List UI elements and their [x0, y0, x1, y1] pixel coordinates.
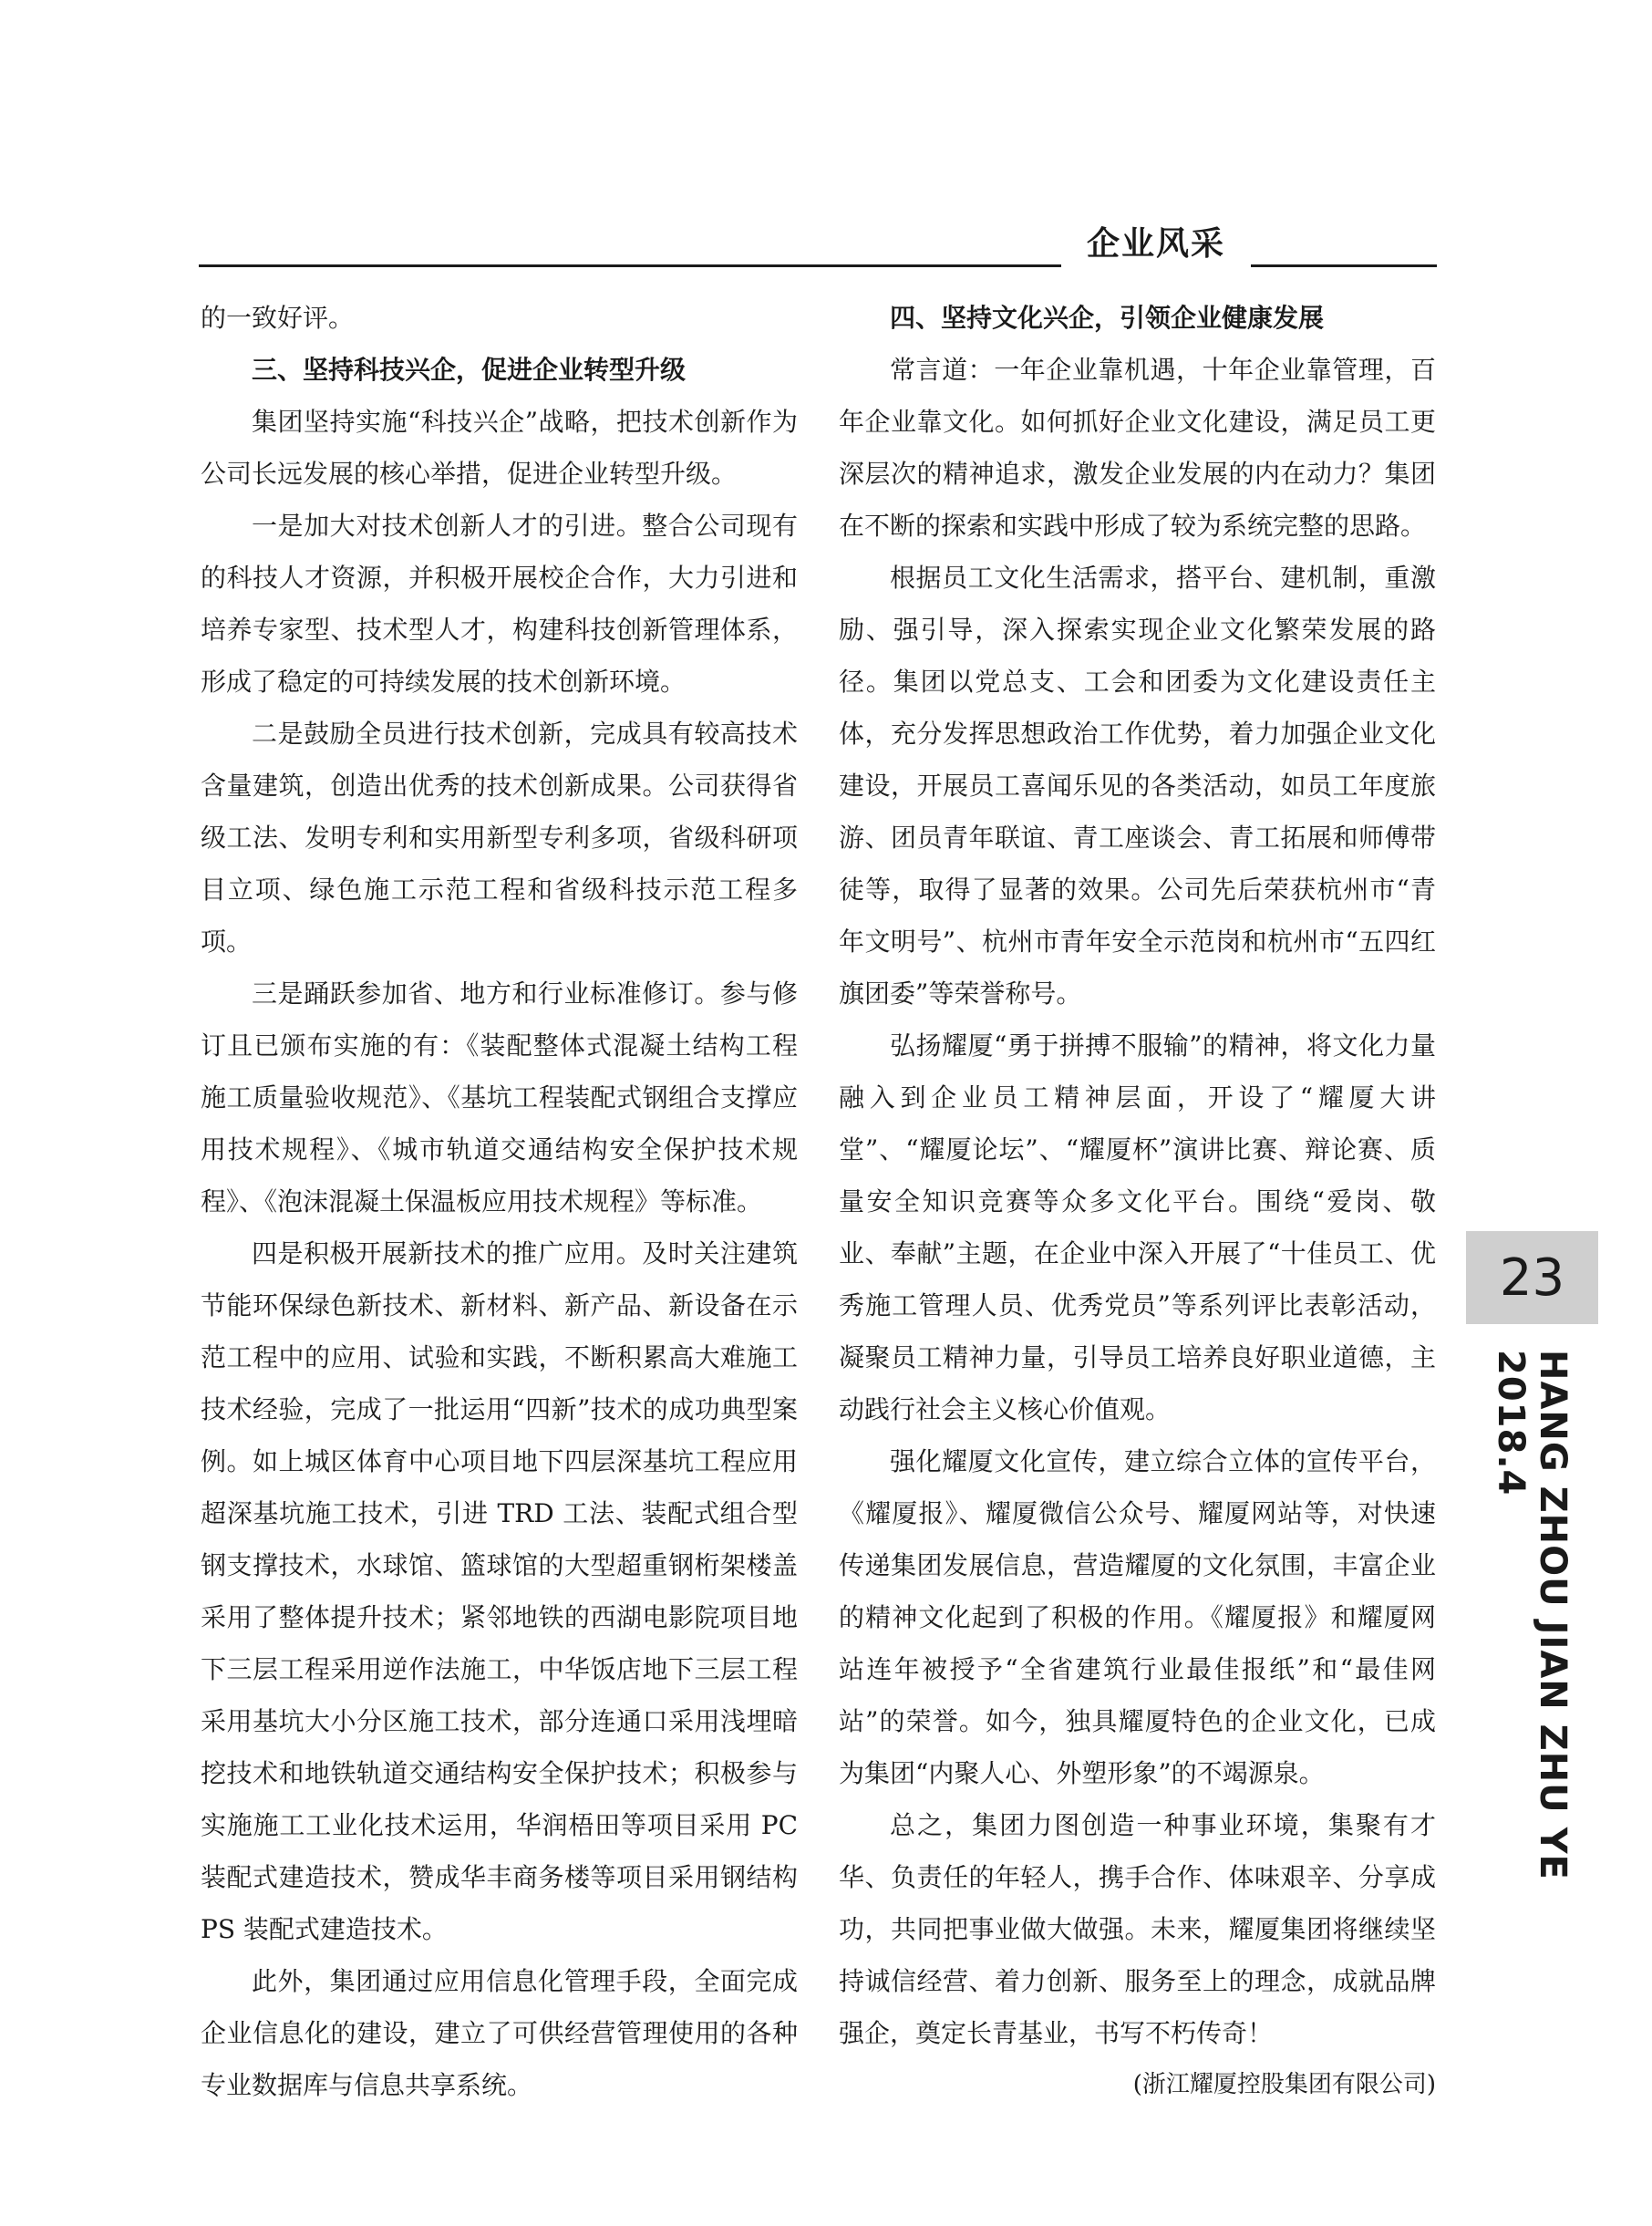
paragraph: 的一致好评。	[201, 303, 355, 333]
section-title: 企业风采	[1086, 225, 1225, 263]
page-number-tab	[1466, 1231, 1598, 1324]
magazine-side-label: HANG ZHOU JIAN ZHU YE 2018.4	[1490, 1350, 1574, 1880]
paragraph: 三是踊跃参加省、地方和行业标准修订。参与修订且已颁布实施的有：《装配整体式混凝土结构工程施工质量验收规范》、《基坑工程装配式钢组合支撑应用技术规程》、《城市轨道交通结构安全保护技术规程》、《泡沫混凝土保温板应用技术规程》等标准。	[201, 978, 798, 1217]
header-rule-left	[199, 264, 1061, 267]
paragraph: 根据员工文化生活需求，搭平台、建机制，重激励、强引导，深入探索实现企业文化繁荣发展的路径。集团以党总支、工会和团委为文化建设责任主体，充分发挥思想政治工作优势，着力加强企业文化建设，开展员工喜闻乐见的各类活动，如员工年度旅游、团员青年联谊、青工座谈会、青工拓展和师傅带徒等，取得了显著的效果。公司先后荣获杭州市“青年文明号”、杭州市青年安全示范岗和杭州市“五四红旗团委”等荣誉称号。	[839, 563, 1436, 1009]
article-source: (浙江耀厦控股集团有限公司)	[1132, 2071, 1436, 2098]
paragraph: 二是鼓励全员进行技术创新，完成具有较高技术含量建筑，创造出优秀的技术创新成果。公司获得省级工法、发明专利和实用新型专利多项，省级科研项目立项、绿色施工示范工程和省级科技示范工程多项。	[201, 719, 798, 957]
paragraph: 强化耀厦文化宣传，建立综合立体的宣传平台，《耀厦报》、耀厦微信公众号、耀厦网站等，对快速传递集团发展信息，营造耀厦的文化氛围，丰富企业的精神文化起到了积极的作用。《耀厦报》和耀厦网站连年被授予“全省建筑行业最佳报纸”和“最佳网站”的荣誉。如今，独具耀厦特色的企业文化，已成为集团“内聚人心、外塑形象”的不竭源泉。	[839, 1446, 1436, 1788]
paragraph: 常言道：一年企业靠机遇，十年企业靠管理，百年企业靠文化。如何抓好企业文化建设，满足员工更深层次的精神追求，激发企业发展的内在动力？集团在不断的探索和实践中形成了较为系统完整的思路。	[839, 355, 1436, 541]
paragraph: 一是加大对技术创新人才的引进。整合公司现有的科技人才资源，并积极开展校企合作，大力引进和培养专家型、技术型人才，构建科技创新管理体系，形成了稳定的可持续发展的技术创新环境。	[201, 511, 798, 697]
header-rule-right	[1251, 264, 1437, 267]
paragraph: 总之，集团力图创造一种事业环境，集聚有才华、负责任的年轻人，携手合作、体味艰辛、分享成功，共同把事业做大做强。未来，耀厦集团将继续坚持诚信经营、着力创新、服务至上的理念，成就品牌强企，奠定长青基业，书写不朽传奇！	[839, 1810, 1436, 2048]
paragraph: 四是积极开展新技术的推广应用。及时关注建筑节能环保绿色新技术、新材料、新产品、新设备在示范工程中的应用、试验和实践，不断积累高大难施工技术经验，完成了一批运用“四新”技术的成功典型案例。如上城区体育中心项目地下四层深基坑工程应用超深基坑施工技术，引进 TRD 工法、装配式组合型钢支撑技术，水球馆、篮球馆的大型超重钢桁架楼盖采用了整体提升技术；紧邻地铁的西湖电影院项目地下三层工程采用逆作法施工，中华饭店地下三层工程采用基坑大小分区施工技术，部分连通口采用浅埋暗挖技术和地铁轨道交通结构安全保护技术；积极参与实施施工工业化技术运用，华润梧田等项目采用 PC 装配式建造技术，赞成华丰商务楼等项目采用钢结构 PS 装配式建造技术。	[201, 1238, 798, 1944]
section-heading: 三、坚持科技兴企，促进企业转型升级	[252, 355, 687, 385]
page-number: 23	[1499, 1248, 1565, 1308]
paragraph: 弘扬耀厦“勇于拼搏不服输”的精神，将文化力量融入到企业员工精神层面，开设了“耀厦大讲堂”、“耀厦论坛”、“耀厦杯”演讲比赛、辩论赛、质量安全知识竞赛等众多文化平台。围绕“爱岗、敬业、奉献”主题，在企业中深入开展了“十佳员工、优秀施工管理人员、优秀党员”等系列评比表彰活动，凝聚员工精神力量，引导员工培养良好职业道德，主动践行社会主义核心价值观。	[839, 1030, 1436, 1424]
right-column	[839, 292, 1436, 2111]
section-heading: 四、坚持文化兴企，引领企业健康发展	[890, 303, 1325, 333]
paragraph: 集团坚持实施“科技兴企”战略，把技术创新作为公司长远发展的核心举措，促进企业转型升级。	[201, 407, 798, 489]
left-column	[201, 292, 798, 2111]
paragraph: 此外，集团通过应用信息化管理手段，全面完成企业信息化的建设，建立了可供经营管理使用的各种专业数据库与信息共享系统。	[201, 1966, 798, 2100]
